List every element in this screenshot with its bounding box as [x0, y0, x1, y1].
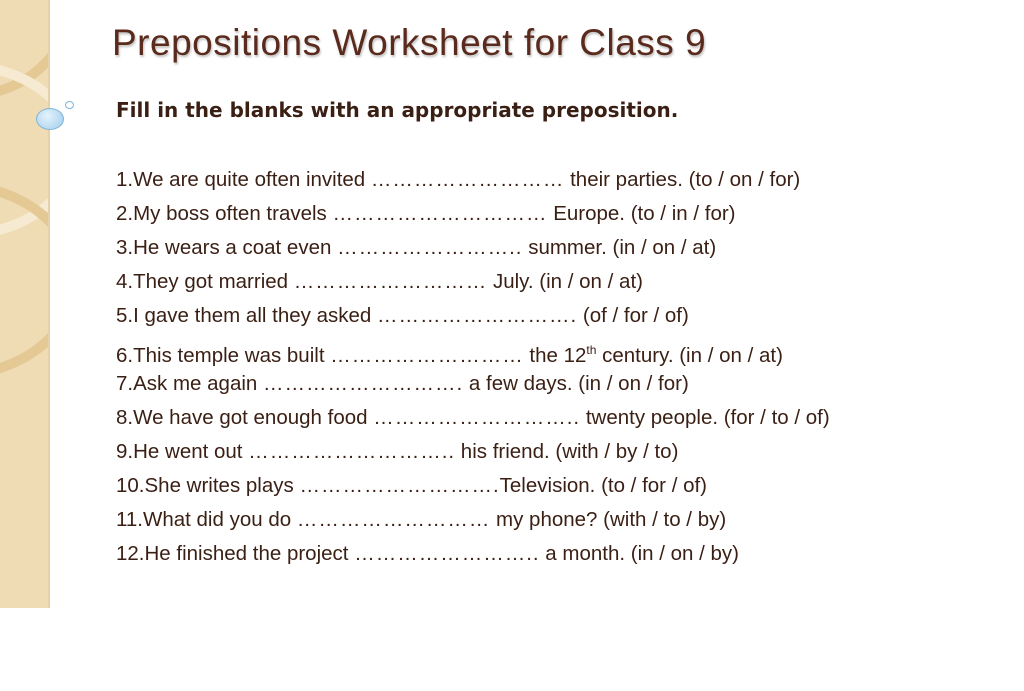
answer-blank[interactable]: ……………………… [293, 270, 488, 293]
answer-blank[interactable]: ……………………… [330, 343, 524, 367]
bubble-decoration-small [65, 101, 74, 109]
question-number: 9. [116, 440, 134, 463]
question-options-cont: century. (in / on / at) [596, 343, 783, 367]
question-options: my phone? (with / to / by) [490, 508, 727, 531]
question-text: She writes plays [144, 474, 300, 497]
question-number: 3. [116, 236, 134, 259]
answer-blank[interactable]: ……………………… [370, 168, 565, 191]
question-text: We are quite often invited [133, 168, 371, 191]
question-options: summer. (in / on / at) [522, 236, 717, 259]
question-options: a few days. (in / on / for) [463, 372, 689, 395]
question-number: 7. [116, 372, 134, 395]
question-options: Television. (to / for / of) [499, 474, 708, 497]
question-item [116, 268, 830, 302]
question-number: 4. [116, 270, 134, 293]
question-item [116, 302, 830, 336]
decorative-side-strip [0, 0, 50, 608]
question-item [116, 336, 830, 370]
question-text: Ask me again [133, 372, 264, 395]
question-options: their parties. (to / on / for) [564, 168, 801, 191]
bubble-decoration-large [36, 108, 64, 130]
answer-blank[interactable]: …………………….. [354, 542, 540, 565]
question-text: He went out [133, 440, 249, 463]
answer-blank[interactable]: …………………….. [337, 236, 523, 259]
question-item [116, 404, 830, 438]
answer-blank[interactable]: ……………………….. [373, 406, 581, 429]
question-number: 12. [116, 542, 145, 565]
question-number: 8. [116, 406, 134, 429]
question-number: 1. [116, 168, 134, 191]
question-text: We have got enough food [133, 406, 374, 429]
question-item [116, 472, 830, 506]
question-text: He finished the project [144, 542, 355, 565]
question-item [116, 540, 830, 574]
question-number: 6. [116, 343, 134, 367]
question-item [116, 234, 830, 268]
question-text: My boss often travels [133, 202, 333, 225]
question-options: (of / for / of) [577, 304, 689, 327]
question-item [116, 438, 830, 472]
question-text: I gave them all they asked [133, 304, 377, 327]
question-text: This temple was built [133, 343, 331, 367]
question-text: He wears a coat even [133, 236, 338, 259]
instruction: Fill in the blanks with an appropriate preposition. [116, 98, 679, 122]
question-options: his friend. (with / by / to) [455, 440, 679, 463]
question-item [116, 200, 830, 234]
answer-blank[interactable]: ………………………. [376, 304, 578, 327]
question-number: 2. [116, 202, 134, 225]
answer-blank[interactable]: ………………………. [263, 372, 464, 395]
question-number: 5. [116, 304, 134, 327]
question-options: the 12 [523, 343, 587, 367]
question-options: a month. (in / on / by) [539, 542, 739, 565]
question-text: What did you do [142, 508, 297, 531]
question-options: July. (in / on / at) [487, 270, 643, 293]
page-title: Prepositions Worksheet for Class 9 [112, 22, 707, 63]
question-item [116, 506, 830, 540]
question-item [116, 370, 830, 404]
question-list [116, 166, 830, 574]
superscript: th [586, 343, 597, 357]
answer-blank[interactable]: ………………………… [332, 202, 548, 225]
question-number: 11. [116, 508, 143, 531]
question-item [116, 166, 830, 200]
answer-blank[interactable]: ……………………… [296, 508, 491, 531]
answer-blank[interactable]: ………………………. [299, 474, 500, 497]
question-text: They got married [133, 270, 294, 293]
question-options: Europe. (to / in / for) [547, 202, 736, 225]
question-options: twenty people. (for / to / of) [580, 406, 830, 429]
question-number: 10. [116, 474, 145, 497]
answer-blank[interactable]: ……………………….. [248, 440, 456, 463]
